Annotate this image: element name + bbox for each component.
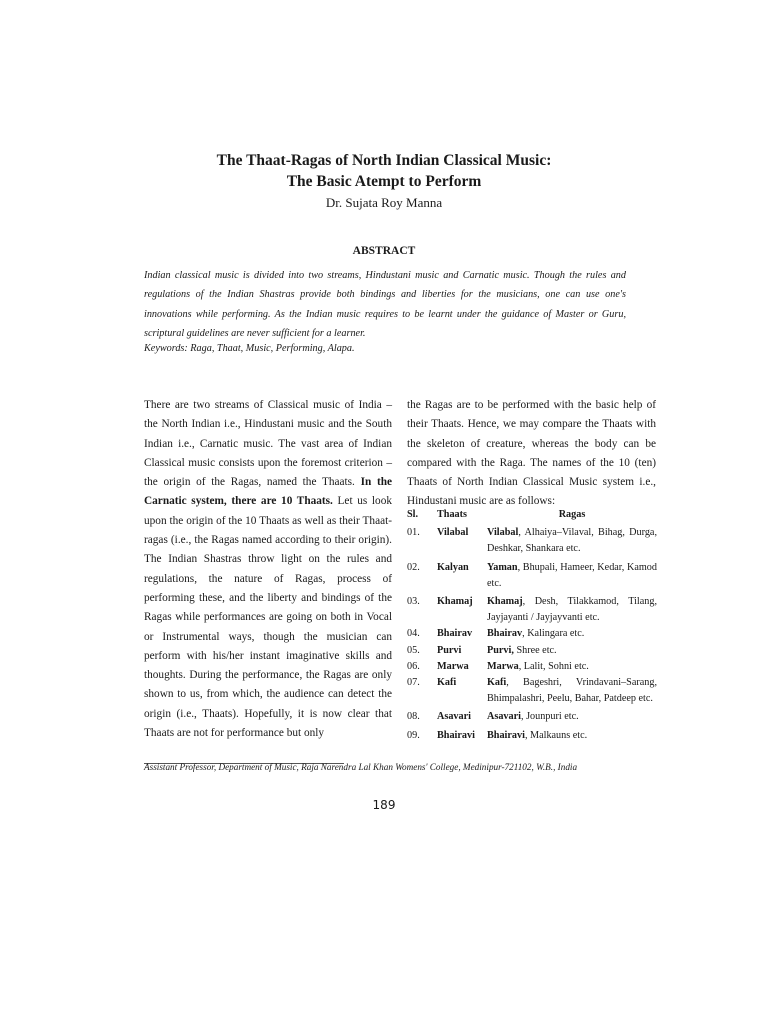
- header-ragas: Ragas: [558, 509, 586, 520]
- row-ragas: [487, 726, 657, 744]
- row-other-ragas: Shree etc.: [513, 644, 557, 656]
- table-row: [407, 592, 657, 626]
- row-thaat: Kalyan: [437, 561, 469, 573]
- author-name: Dr. Sujata Roy Manna: [325, 195, 443, 210]
- table-row: [407, 659, 657, 675]
- row-other-ragas: , Alhaiya–Vilaval, Bihag, Durga, Deshkar, Shankara etc.: [487, 527, 657, 555]
- left-text-2: Let us look upon the origin of the 10 Thaats as well as their Thaat-ragas (i.e., the Ragas named according to their origin). The Indian Shastras throw light on the rules and regulations, the nature of Ragas, process of performing these, and the liberty and bindings of the Ragas while performances are going on both in Vocal or Instrumental ways, though the musician can perform with his/her instant imaginative skills and thoughts. During the performance, the Ragas are only shown to us, from which, the audience can detect the origin (i.e., Thaats). Hopefully, it is now clear that Thaats are not for performance but only: [144, 495, 393, 740]
- table-row: [407, 558, 657, 592]
- row-thaat: Vilabal: [437, 527, 469, 539]
- row-sl: 08.: [407, 711, 420, 723]
- row-thaat: Marwa: [437, 660, 469, 672]
- row-sl: 09.: [407, 729, 420, 741]
- table-row: [407, 675, 657, 707]
- body-right-column: the Ragas are to be performed with the basic help of their Thaats. Hence, we may compare the Thaats with the skeleton of creature, whereas the body can be compared with the Raga. The names of the 10 (ten) Thaats of North Indian Classical Music system i.e., Hindustani music are as follows:: [407, 399, 656, 508]
- row-thaat: Khamaj: [437, 596, 473, 608]
- row-ragas: [487, 659, 657, 675]
- row-sl: 07.: [407, 677, 420, 689]
- row-main-raga: Vilabal: [487, 527, 519, 539]
- row-sl: 04.: [407, 628, 420, 640]
- title-line-2: The Basic Atempt to Perform: [286, 173, 482, 190]
- abstract-text: Indian classical music is divided into two streams, Hindustani music and Carnatic music. Though the rules and regulations of the Indian Shastras provide both bindings and liberties for the musicians, one can use one's innovations while performing. As the Indian music requires to be learnt under the guidance of Master or Guru, scriptural guidelines are never sufficient for a learner.: [144, 270, 626, 339]
- row-sl: 05.: [407, 644, 420, 656]
- row-ragas: [487, 626, 657, 642]
- row-other-ragas: , Desh, Tilakkamod, Tilang, Jayjayanti / Jayjayvanti etc.: [487, 596, 657, 624]
- footnote-affiliation: Assistant Professor, Department of Music, Raja Narendra Lal Khan Womens' College, Medinipur-721102, W.B., India: [144, 762, 578, 772]
- row-sl: 02.: [407, 561, 420, 573]
- title-line-1: The Thaat-Ragas of North Indian Classical Music:: [216, 152, 552, 169]
- thaat-table: [407, 507, 657, 744]
- row-main-raga: Bhairavi: [487, 729, 525, 741]
- row-other-ragas: , Malkauns etc.: [524, 729, 588, 741]
- row-sl: 01.: [407, 527, 420, 539]
- table-row: [407, 707, 657, 725]
- table-header-row: [407, 507, 657, 523]
- row-main-raga: Yaman: [487, 561, 518, 573]
- keywords: Keywords: Raga, Thaat, Music, Performing, Alapa.: [144, 343, 355, 354]
- left-text-1: There are two streams of Classical music of India – the North Indian i.e., Hindustani music and the South Indian i.e., Carnatic music. The vast area of Indian Classical music consists upon the foremost criterion – the origin of the Ragas, named the Thaats.: [144, 399, 392, 489]
- row-ragas: [487, 675, 657, 707]
- abstract-heading: ABSTRACT: [352, 245, 416, 257]
- row-thaat: Bhairavi: [437, 729, 475, 741]
- row-thaat: Asavari: [437, 711, 471, 723]
- row-ragas: [487, 523, 657, 557]
- row-ragas: [487, 643, 657, 659]
- table-row: [407, 626, 657, 642]
- row-main-raga: Marwa: [487, 660, 519, 672]
- header-sl: Sl.: [407, 509, 419, 520]
- table-row: [407, 643, 657, 659]
- row-sl: 06.: [407, 660, 420, 672]
- row-thaat: Bhairav: [437, 628, 473, 640]
- row-ragas: [487, 707, 657, 725]
- row-main-raga: Kafi: [487, 677, 507, 689]
- row-main-raga: Bhairav: [487, 628, 523, 640]
- body-left-column: [144, 396, 392, 743]
- row-main-raga: Khamaj: [487, 596, 523, 608]
- row-other-ragas: , Kalingara etc.: [522, 628, 585, 640]
- table-row: [407, 726, 657, 744]
- left-text-bold: In the Carnatic system, there are 10 Thaats.: [144, 476, 393, 508]
- row-sl: 03.: [407, 596, 420, 608]
- page-number: 189: [372, 798, 396, 812]
- row-ragas: [487, 558, 657, 592]
- row-thaat: Kafi: [437, 677, 457, 689]
- row-ragas: [487, 592, 657, 626]
- row-other-ragas: , Lalit, Sohni etc.: [518, 660, 589, 672]
- table-row: [407, 523, 657, 557]
- row-other-ragas: , Jounpuri etc.: [520, 711, 579, 723]
- paper-title: [0, 150, 768, 192]
- row-main-raga: Asavari: [487, 711, 521, 723]
- row-main-raga: Purvi,: [487, 644, 514, 656]
- row-other-ragas: , Bageshri, Vrindavani–Sarang, Bhimpalashri, Peelu, Bahar, Patdeep etc.: [487, 677, 657, 705]
- header-thaats: Thaats: [437, 509, 468, 520]
- row-other-ragas: , Bhupali, Hameer, Kedar, Kamod etc.: [487, 561, 657, 589]
- row-thaat: Purvi: [437, 644, 462, 656]
